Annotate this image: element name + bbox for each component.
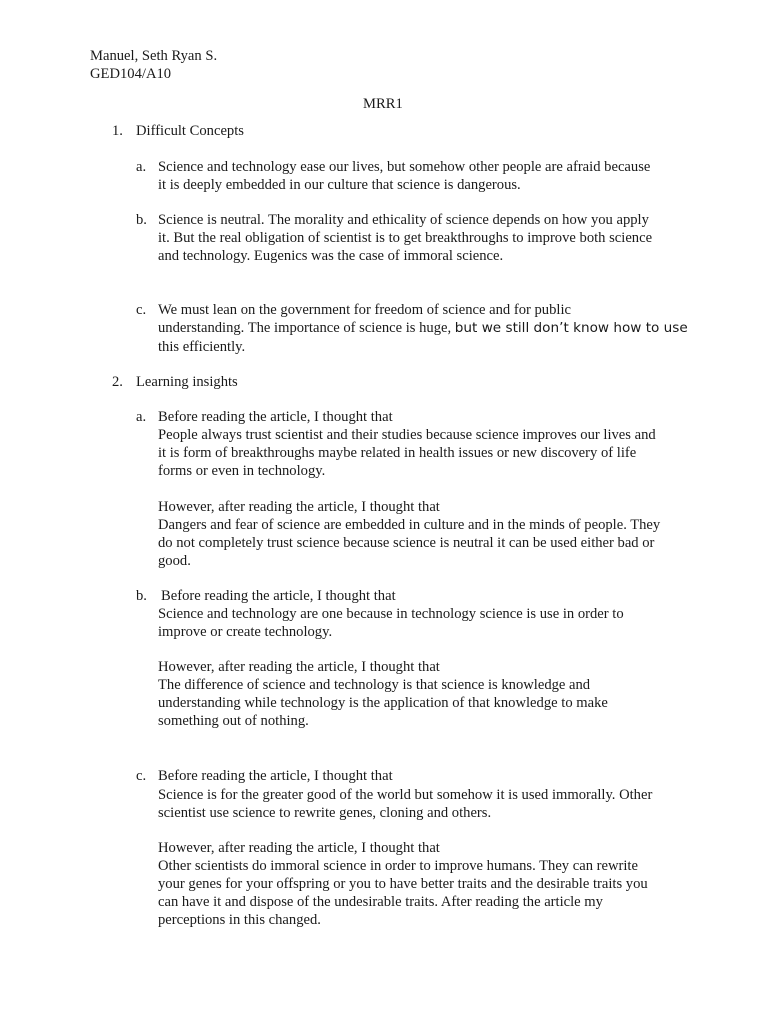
item-2a-before-line: it is form of breakthroughs maybe related in health issues or new discovery of life xyxy=(158,445,637,461)
item-2a-after-line: do not completely trust science because science is neutral it can be used either bad or xyxy=(158,535,655,551)
section-1-number: 1. xyxy=(112,123,123,139)
item-1c-marker: c. xyxy=(136,302,147,318)
item-2b-after-line: something out of nothing. xyxy=(158,713,309,729)
item-2b-before-line: improve or create technology. xyxy=(158,624,333,640)
item-2c-after-label: However, after reading the article, I thought that xyxy=(158,840,440,856)
item-2b-after-line: understanding while technology is the application of that knowledge to make xyxy=(158,695,608,711)
item-2c-after-line: your genes for your offspring or you to have better traits and the desirable traits you xyxy=(158,876,648,892)
item-2b-marker: b. xyxy=(136,588,147,604)
item-2a-before-line: People always trust scientist and their studies because science improves our lives and xyxy=(158,427,656,443)
item-2a-after-label: However, after reading the article, I thought that xyxy=(158,499,440,515)
item-1b-marker: b. xyxy=(136,212,147,228)
item-1a-line: it is deeply embedded in our culture that science is dangerous. xyxy=(158,177,521,193)
item-2a-marker: a. xyxy=(136,409,147,425)
item-2c-before-label: Before reading the article, I thought that xyxy=(158,768,393,784)
item-1c-line: We must lean on the government for freedom of science and for public xyxy=(158,302,571,318)
section-2-number: 2. xyxy=(112,374,123,390)
item-1b-line: Science is neutral. The morality and ethicality of science depends on how you apply xyxy=(158,212,649,228)
item-2b-after-label: However, after reading the article, I thought that xyxy=(158,659,440,675)
item-1c-line-main: understanding. The importance of science is huge, xyxy=(158,320,455,336)
item-1c-line: this efficiently. xyxy=(158,339,246,355)
item-2a-before-label: Before reading the article, I thought that xyxy=(158,409,393,425)
item-1c-line-tail: but we still don’t know how to use xyxy=(454,320,688,336)
item-2b-after-line: The difference of science and technology is that science is knowledge and xyxy=(158,677,591,693)
section-1-heading: Difficult Concepts xyxy=(136,123,244,139)
item-2c-after-line: perceptions in this changed. xyxy=(158,912,321,928)
item-2c-marker: c. xyxy=(136,768,147,784)
document-title: MRR1 xyxy=(363,96,403,112)
item-2a-after-line: Dangers and fear of science are embedded in culture and in the minds of people. They xyxy=(158,517,661,533)
item-1b-line: it. But the real obligation of scientist is to get breakthroughs to improve both science xyxy=(158,230,653,246)
author-name: Manuel, Seth Ryan S. xyxy=(90,48,218,64)
section-2-heading: Learning insights xyxy=(136,374,238,390)
item-2c-before-line: scientist use science to rewrite genes, cloning and others. xyxy=(158,805,492,821)
item-2a-after-line: good. xyxy=(158,553,191,569)
item-1b-line: and technology. Eugenics was the case of immoral science. xyxy=(158,248,504,264)
item-1a-line: Science and technology ease our lives, but somehow other people are afraid because xyxy=(158,159,651,175)
item-2c-before-line: Science is for the greater good of the world but somehow it is used immorally. Other xyxy=(158,787,653,803)
course-code: GED104/A10 xyxy=(90,66,172,82)
item-1c-line xyxy=(158,319,688,337)
item-2c-after-line: can have it and dispose of the undesirable traits. After reading the article my xyxy=(158,894,603,910)
item-2c-after-line: Other scientists do immoral science in order to improve humans. They can rewrite xyxy=(158,858,638,874)
item-2b-before-label: Before reading the article, I thought that xyxy=(161,588,396,604)
item-1a-marker: a. xyxy=(136,159,147,175)
item-2b-before-line: Science and technology are one because in technology science is use in order to xyxy=(158,606,624,622)
item-2a-before-line: forms or even in technology. xyxy=(158,463,326,479)
